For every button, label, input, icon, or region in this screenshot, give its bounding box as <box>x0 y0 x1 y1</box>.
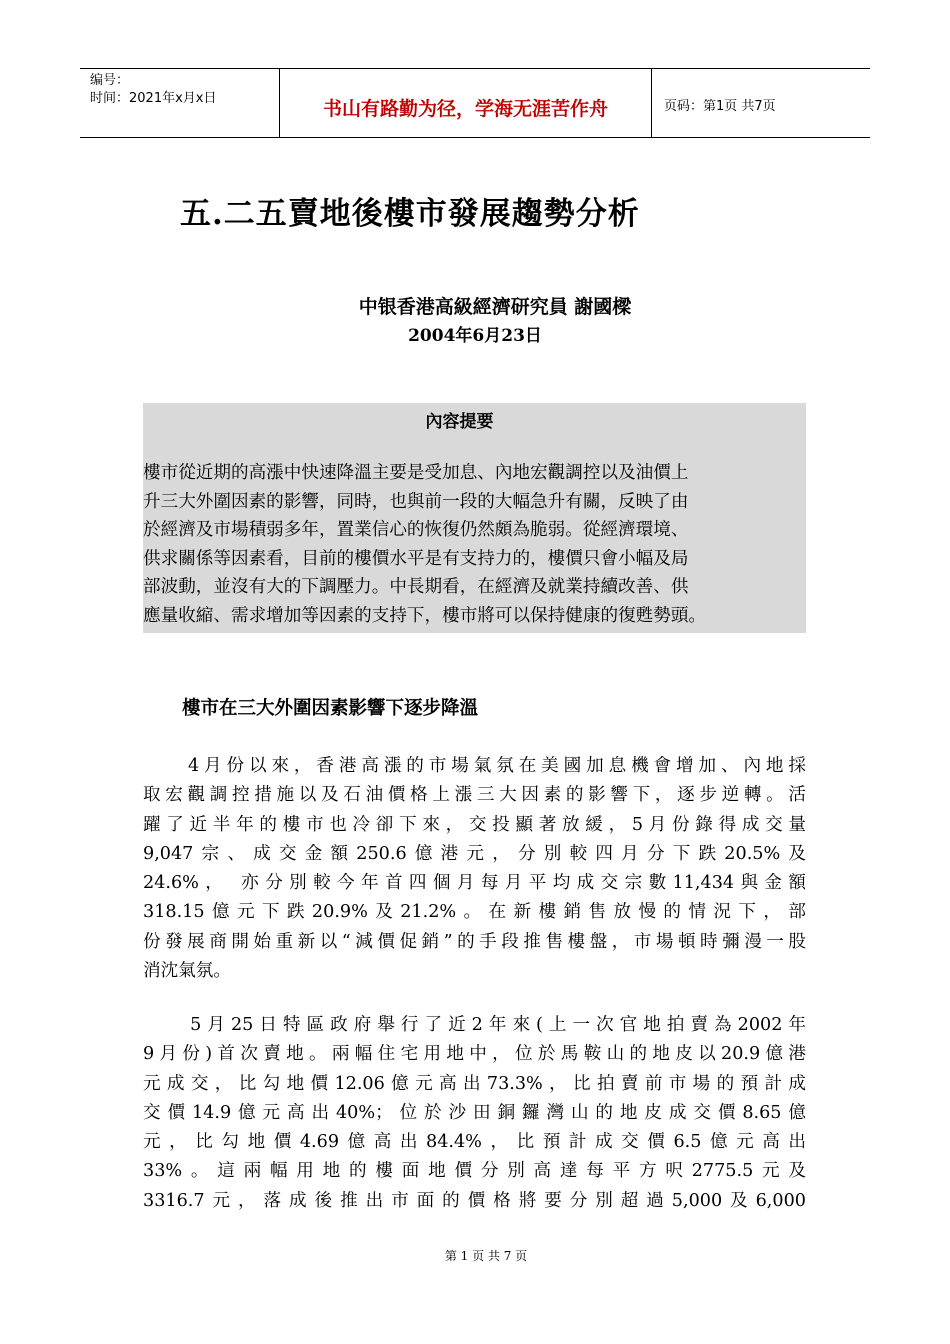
paragraph-line: 交價14.9億元高出40%；位於沙田銅鑼灣山的地皮成交價8.65億 <box>143 1102 806 1123</box>
header-left-cell <box>80 69 280 137</box>
abstract-line: 樓市從近期的高漲中快速降溫主要是受加息、內地宏觀調控以及油價上 <box>143 463 689 483</box>
abstract-line: 應量收縮、需求增加等因素的支持下，樓市將可以保持健康的復甦勢頭。 <box>143 605 707 626</box>
abstract-heading: 內容提要 <box>425 412 494 432</box>
abstract-line: 於經濟及市場積弱多年，置業信心的恢復仍然頗為脆弱。從經濟環境、 <box>143 520 689 540</box>
publish-date: 2004年6月23日 <box>408 326 542 346</box>
paragraph-line: 元，比勾地價4.69億高出84.4%，比預計成交價6.5億元高出 <box>143 1132 806 1153</box>
paragraph-line: 3316.7元，落成後推出市面的價格將要分別超過5,000及6,000 <box>143 1190 806 1211</box>
abstract-body <box>143 459 806 630</box>
author-line: 中银香港高級經濟研究員 謝國樑 <box>358 296 632 318</box>
paragraph-line: 318.15億元下跌20.9%及21.2%。在新樓銷售放慢的情況下，部 <box>143 902 806 923</box>
code-label: 编号： <box>90 73 130 88</box>
section-heading: 樓市在三大外圍因素影響下逐步降溫 <box>182 698 479 719</box>
abstract-line: 供求關係等因素看，目前的樓價水平是有支持力的，樓價只會小幅及局 <box>143 548 689 569</box>
paragraph-line: 4月份以來，香港高漲的市場氣氛在美國加息機會增加、內地採 <box>143 756 806 776</box>
abstract-box <box>143 403 806 633</box>
paragraph-line: 9,047宗、成交金額250.6億港元，分別較四月分下跌20.5%及 <box>143 843 806 864</box>
document-title: 五.二五賣地後樓市發展趨勢分析 <box>180 196 640 232</box>
paragraph-2 <box>143 1011 806 1216</box>
header-motto: 书山有路勤为径，学海无涯苦作舟 <box>280 69 652 137</box>
header-page-info: 页码：第1页 共7页 <box>664 98 776 114</box>
paragraph-line: 9月份)首次賣地。兩幅住宅用地中，位於馬鞍山的地皮以20.9億港 <box>143 1044 806 1065</box>
paragraph-line: 33%。這兩幅用地的樓面地價分別高達每平方呎2775.5元及 <box>143 1161 806 1182</box>
paragraph-line: 5月25日特區政府舉行了近2年來(上一次官地拍賣為2002年 <box>143 1015 806 1035</box>
page-footer: 第 1 页 共 7 页 <box>444 1249 528 1263</box>
time-label: 时间：2021年x月x日 <box>90 91 217 106</box>
paragraph-line: 份發展商開始重新以“減價促銷”的手段推售樓盤，市場頓時彌漫一股 <box>143 931 806 952</box>
abstract-line: 部波動，並沒有大的下調壓力。中長期看，在經濟及就業持續改善、供 <box>143 577 689 597</box>
paragraph-line: 消沈氣氛。 <box>143 961 231 982</box>
paragraph-line: 取宏觀調控措施以及石油價格上漲三大因素的影響下，逐步逆轉。活 <box>143 785 806 806</box>
paragraph-line: 元成交，比勾地價12.06億元高出73.3%，比拍賣前市場的預計成 <box>143 1073 806 1094</box>
paragraph-line: 24.6%， 亦分別較今年首四個月每月平均成交宗數11,434與金額 <box>143 873 806 894</box>
abstract-line: 升三大外圍因素的影響，同時，也與前一段的大幅急升有關，反映了由 <box>143 491 689 512</box>
paragraph-line: 躍了近半年的樓市也冷卻下來，交投顯著放緩，5月份錄得成交量 <box>143 814 806 835</box>
paragraph-1 <box>143 752 806 986</box>
page-header <box>80 68 870 138</box>
